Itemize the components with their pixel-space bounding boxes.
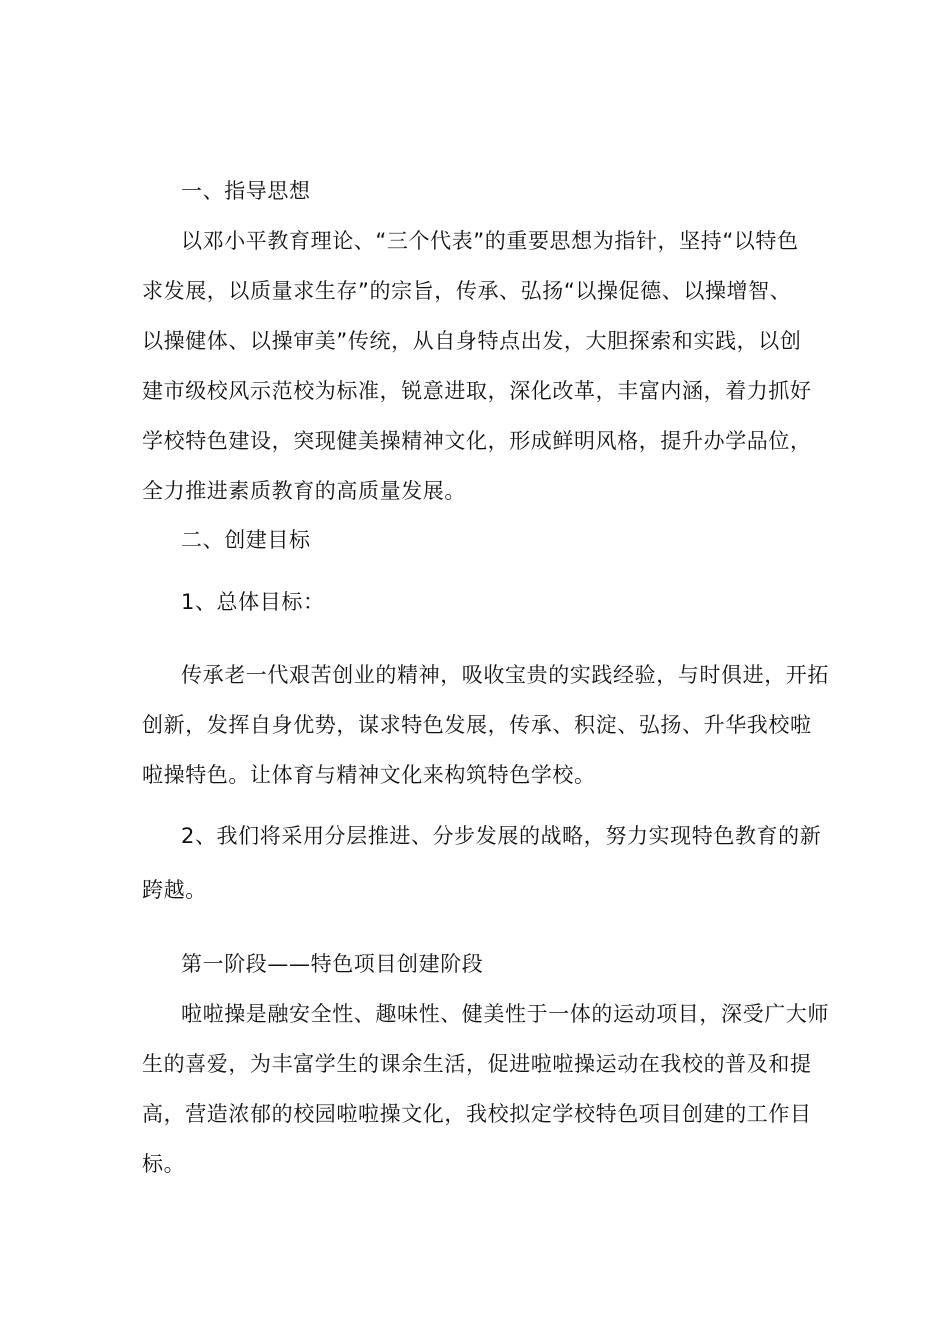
paragraph-line: 2、我们将采用分层推进、分步发展的战略，努力实现特色教育的新 [181,824,822,848]
section-heading-guiding-thought: 一、指导思想 [181,179,311,203]
paragraph-line: 标。 [142,1152,186,1176]
paragraph-line: 全力推进素质教育的高质量发展。 [142,479,466,503]
subheading-overall-goal: 1、总体目标： [181,590,325,614]
paragraph-line: 生的喜爱，为丰富学生的课余生活，促进啦啦操运动在我校的普及和提 [142,1052,812,1076]
paragraph-line: 求发展，以质量求生存”的宗旨，传承、弘扬“以操促德、以操增智、 [142,279,792,303]
paragraph-line: 建市级校风示范校为标准，锐意进取，深化改革，丰富内涵，着力抓好 [142,379,812,403]
section-heading-goals: 二、创建目标 [181,528,311,552]
stage-heading-first: 第一阶段——特色项目创建阶段 [181,952,484,976]
paragraph-line: 啦啦操是融安全性、趣味性、健美性于一体的运动项目，深受广大师 [181,1002,829,1026]
paragraph-line: 传承老一代艰苦创业的精神，吸收宝贵的实践经验，与时俱进，开拓 [181,663,829,687]
paragraph-line: 学校特色建设，突现健美操精神文化，形成鲜明风格，提升办学品位， [142,429,812,453]
paragraph-line: 以操健体、以操审美”传统，从自身特点出发，大胆探索和实践，以创 [142,329,802,353]
paragraph-line: 以邓小平教育理论、“三个代表”的重要思想为指针，坚持“以特色 [181,229,799,253]
paragraph-line: 高，营造浓郁的校园啦啦操文化，我校拟定学校特色项目创建的工作目 [142,1102,812,1126]
paragraph-line: 跨越。 [142,878,207,902]
paragraph-line: 啦操特色。让体育与精神文化来构筑特色学校。 [142,763,596,787]
paragraph-line: 创新，发挥自身优势，谋求特色发展，传承、积淀、弘扬、升华我校啦 [142,713,812,737]
